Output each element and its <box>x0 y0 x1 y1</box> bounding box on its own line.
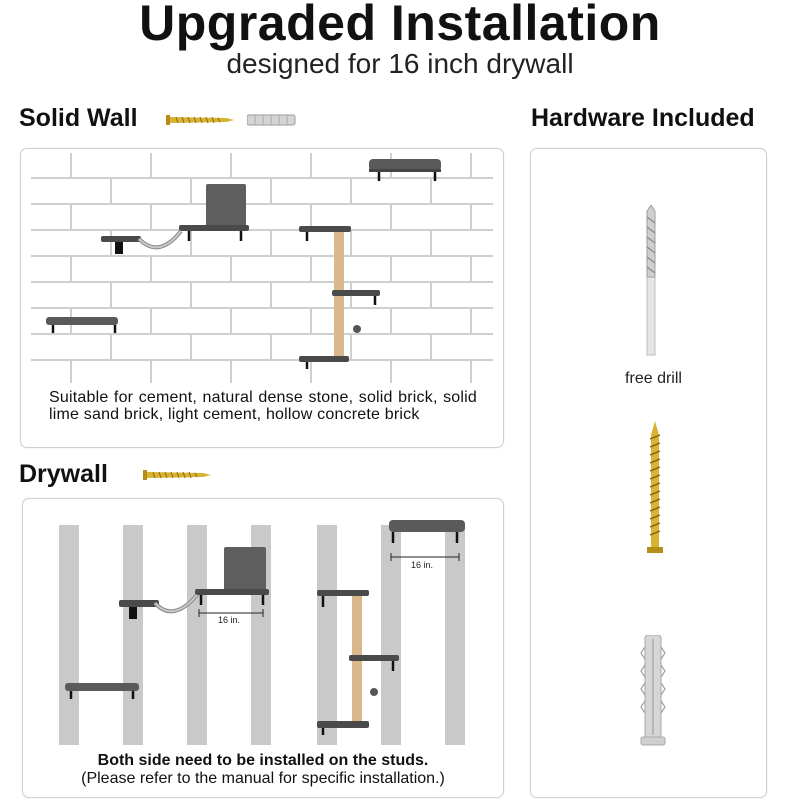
brick-wall-illustration <box>31 153 493 383</box>
cat-condo-icon <box>179 184 249 241</box>
hardware-heading: Hardware Included <box>531 104 755 132</box>
page-subtitle: designed for 16 inch drywall <box>226 48 574 79</box>
wall-anchor-icon <box>639 635 667 747</box>
screw-icon <box>645 421 665 555</box>
wall-anchor-icon <box>247 111 299 129</box>
drill-label: free drill <box>625 370 682 387</box>
cat-bridge-icon <box>101 231 181 254</box>
drywall-note-bold: Both side need to be installed on the studs. <box>97 752 429 769</box>
solid-wall-heading: Solid Wall <box>19 104 138 132</box>
hardware-panel <box>530 148 767 798</box>
solid-wall-caption: Suitable for cement, natural dense stone, solid brick, solid lime sand brick, light cement, hollow concrete brick <box>49 389 477 423</box>
cat-shelf-icon <box>389 520 465 561</box>
cat-condo-icon <box>195 547 269 617</box>
drywall-note: (Please refer to the manual for specific installation.) <box>81 770 445 787</box>
scratching-post-icon <box>299 226 380 369</box>
drywall-illustration <box>23 499 503 749</box>
drywall-heading: Drywall <box>19 460 108 488</box>
cat-shelf-icon <box>369 159 441 181</box>
screw-icon <box>143 468 213 482</box>
scratching-post-icon <box>317 590 399 735</box>
cat-bridge-icon <box>119 595 197 619</box>
drill-bit-icon <box>643 205 659 357</box>
screw-icon <box>166 113 236 127</box>
solid-wall-panel <box>20 148 504 448</box>
measurement-label: 16 in. <box>411 560 434 570</box>
measurement-label: 16 in. <box>218 615 241 625</box>
page-title: Upgraded Installation <box>139 0 661 51</box>
drywall-panel <box>22 498 504 798</box>
